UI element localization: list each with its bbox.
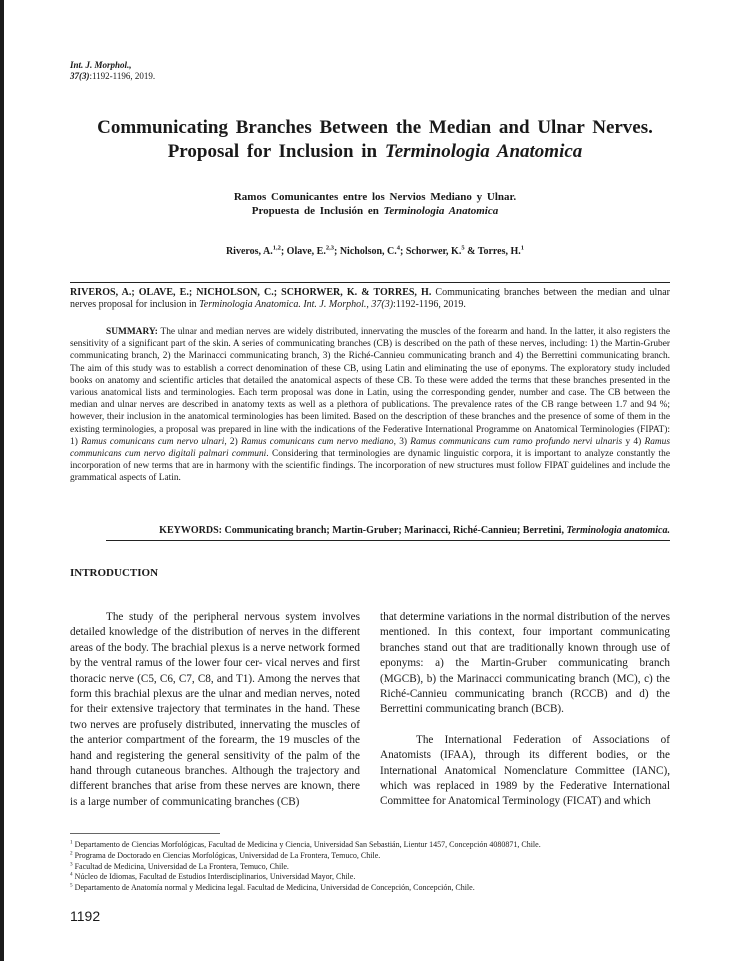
footnote: $^5$ Departamento de Anatomía normal y Medicina legal. Facultad de Medicina, Universidad de Concepción, Concepción, Chile. xyxy=(70,882,475,893)
author: Riveros, A.$^{1,2}$; xyxy=(225,244,287,257)
page-edge-bar xyxy=(0,0,4,961)
intro-paragraph-2: The International Federation of Associations of Anatomists (IFAA), through its different bodies, or the International Anatomical Nomenclature Committee (IANC), which was replaced in 1989 by the Federative International Committee for Anatomical Terminology (FICAT) and which xyxy=(380,733,670,808)
citation-text: Communicating branches between the median and ulnar nerves proposal for inclusion in xyxy=(70,287,670,310)
title-line-2-italic: Terminologia Anatomica xyxy=(384,141,583,162)
citation-block xyxy=(70,287,670,311)
summary-text-2: . Considering that terminologies are dynamic linguistic corpora, it is important to analyze constantly the incorporation of new terms that are in harmony with the scientific findings. The incorporation of new structures must follow FIPAT guidelines and include the grammatical aspects of Latin. xyxy=(70,449,670,484)
keywords-label: KEYWORDS: xyxy=(159,525,225,536)
intro-paragraph-1: The study of the peripheral nervous system involves detailed knowledge of the distribution of nerves in the different areas of the body. The brachial plexus is a nerve network formed by the ventral ramus of the lower four cer- vical nerves and first thoracic nerve (C5, C6, C7, C8, and T1). Among the nerves that form this brachial plexus are the ulnar and median nerves, noted for their extensive trajectory that terminates in the hand. These two nerves are profusely distributed, innervating the muscles of the anterior compartment of the forearm, the 19 muscles of the hand and registering the general sensitivity of the palm of the hand through cutaneous branches. Although the trajectory and different branches that arise from these nerves are known, there is a large number of communicating branches (CB) xyxy=(70,611,360,808)
body-column-right xyxy=(380,610,670,810)
summary-term-1: Ramus comunicans cum nervo ulnari xyxy=(81,436,225,447)
citation-italic: Terminologia Anatomica. Int. J. Morphol., 37(3) xyxy=(199,299,394,310)
keywords-line xyxy=(70,525,670,536)
journal-header xyxy=(70,60,155,82)
subtitle-line-2 xyxy=(120,204,630,218)
citation-top-rule xyxy=(70,282,670,283)
section-heading-introduction: INTRODUCTION xyxy=(70,567,159,579)
summary-text-1: The ulnar and median nerves are widely distributed, innervating the muscles of the forearm and hand. In the latter, it also registers the sensitivity of a significant part of the skin. A series of communicating branches (CB) is described on the path of these nerves, including: 1) the Martin-Gruber communicating branch, 2) the Marinacci communicating branch, 3) the Riché-Cannieu communicating branch and 4) the Berrettini communicating branch. The aim of this study was to establish a correct denomination of these CB, using Latin and eliminating the use of eponyms. The exploratory study included books on anatomy and scientific articles that detailed the anatomical aspects of these CB. To these were added the terms that these branches presented in the various anatomical lists and terminologies. Each term proposal was done in Latin, using the corresponding gender, number and case. The CB between the median and ulnar nerves are described in anatomy texts as well as a plethora of publications. The prevalence rates of the CB range between 1.7 and 94 %; however, their inclusion in the anatomical terminologies has been limited. Based on the description of these branches and the presence of some of them in the existing terminologies, a proposal was prepared in line with the indications of the Federative International Programme on Anatomical Terminologies (FIPAT): 1) xyxy=(70,327,670,447)
summary-abstract xyxy=(70,326,670,485)
summary-term-4: Ramus communicans cum nervo digitali palmari communi xyxy=(70,436,671,460)
article-title xyxy=(60,116,690,164)
title-line-1: Communicating Branches Between the Median and Ulnar Nerves. xyxy=(97,117,653,138)
footnote: $^4$ Núcleo de Idiomas, Facultad de Estudios Interdisciplinarios, Universidad Mayor, Chile. xyxy=(70,871,356,882)
footnotes xyxy=(70,840,690,894)
subtitle-line-2-italic: Terminologia Anatomica xyxy=(383,205,499,217)
footnote: $^1$ Departamento de Ciencias Morfológicas, Facultad de Medicina y Ciencia, Universidad San Sebastián, Lientur 1457, Concepción 4080871, Chile. xyxy=(70,839,541,849)
subtitle-line-1: Ramos Comunicantes entre los Nervios Mediano y Ulnar. xyxy=(233,191,517,203)
author-list xyxy=(120,246,630,257)
keywords-underline xyxy=(106,540,670,541)
summary-sep-3: y 4) xyxy=(622,436,645,447)
author: Olave, E.$^{2,3}$; xyxy=(286,244,340,257)
page-number: 1192 xyxy=(70,908,101,924)
footnote-rule xyxy=(70,833,220,834)
intro-paragraph-1-cont: that determine variations in the normal distribution of the nerves mentioned. In this context, four important communicating branches stand out that are traditionally known through use of eponyms: a) the Martin-Gruber communicating branch (MGCB), b) the Marinacci communicating branch (MC), c) the Riché-Cannieu communicating branch (RCCB) and d) the Berrettini communicating branch (BCB). xyxy=(380,611,670,716)
journal-pages: :1192-1196, 2019. xyxy=(89,71,156,81)
citation-end: :1192-1196, 2019. xyxy=(393,299,466,310)
keywords-italic: Terminologia anatomica. xyxy=(566,525,670,536)
summary-term-2: Ramus comunicans cum nervo mediano xyxy=(241,436,394,447)
journal-volume: 37(3) xyxy=(70,71,90,81)
footnote: $^2$ Programa de Doctorado en Ciencias Morfológicas, Universidad de La Frontera, Temuco, Chile. xyxy=(70,850,381,860)
journal-name: Int. J. Morphol., xyxy=(70,60,132,70)
citation-authors: RIVEROS, A.; OLAVE, E.; NICHOLSON, C.; SCHORWER, K. & TORRES, H. xyxy=(70,287,432,298)
article-subtitle xyxy=(120,190,630,218)
subtitle-line-2-text: Propuesta de Inclusión en xyxy=(251,205,384,217)
summary-term-3: Ramus communicans cum ramo profundo nervi ulnaris xyxy=(410,436,623,447)
summary-label: SUMMARY: xyxy=(106,327,158,337)
keywords-text: Communicating branch; Martin-Gruber; Marinacci, Riché-Cannieu; Berretini, xyxy=(224,525,567,536)
author: Torres, H.$^1$ xyxy=(477,244,525,257)
title-line-2 xyxy=(60,140,690,164)
author: Schorwer, K.$^5$ & xyxy=(405,244,478,257)
author: Nicholson, C.$^4$; xyxy=(339,244,406,257)
body-column-left xyxy=(70,610,360,810)
title-line-2-text: Proposal for Inclusion in xyxy=(167,141,385,162)
footnote: $^3$ Facultad de Medicina, Universidad de La Frontera, Temuco, Chile. xyxy=(70,860,289,871)
summary-sep-1: , 2) xyxy=(224,436,241,447)
summary-sep-2: , 3) xyxy=(393,436,411,447)
